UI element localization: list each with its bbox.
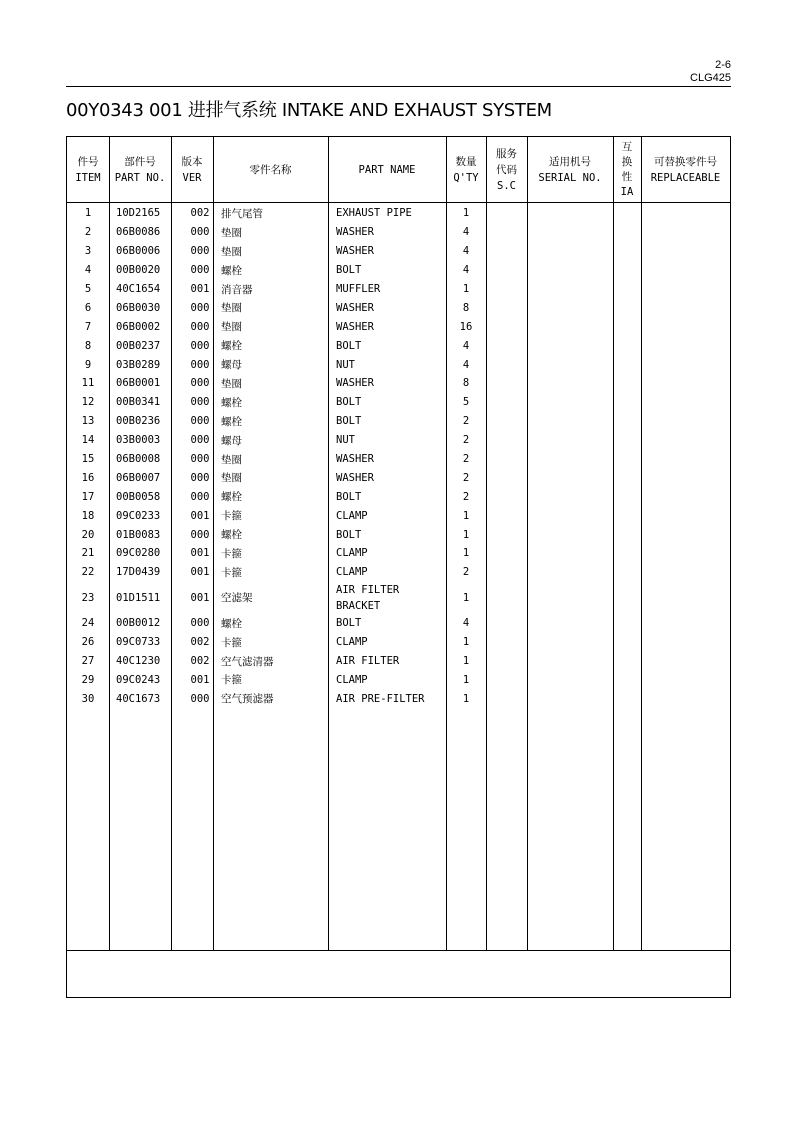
table-row: [67, 614, 730, 633]
cell-qty: 1: [462, 547, 470, 560]
cell-item: 3: [84, 245, 92, 258]
table-row: [67, 525, 730, 544]
cell-part-no: 40C1673: [116, 692, 161, 705]
cell-part-no: 06B0007: [116, 471, 161, 484]
cell-qty: 4: [462, 617, 470, 630]
header-ver: 版本 VER: [181, 155, 203, 184]
cell-part-no: 00B0236: [116, 415, 161, 428]
cell-cn-name: 空滤架: [221, 592, 253, 605]
cell-qty: 4: [462, 339, 470, 352]
cell-cn-name: 螺栓: [221, 340, 242, 353]
cell-ver: 001: [190, 673, 210, 686]
cell-ver: 001: [190, 283, 210, 295]
cell-cn-name: 垫圈: [221, 226, 242, 239]
cell-part-no: 06B0006: [116, 245, 161, 258]
cell-qty: 1: [462, 673, 470, 686]
table-row: [67, 412, 730, 431]
cell-cn-name: 垫圈: [221, 302, 242, 315]
header-ia: 互 换 性 IA: [620, 140, 634, 198]
cell-cn-name: 螺栓: [221, 491, 242, 504]
cell-part-no: 17D0439: [116, 566, 161, 579]
table-row: [67, 563, 730, 582]
cell-part-name: WASHER: [336, 453, 374, 466]
header-qty: 数量 Q'TY: [453, 155, 479, 184]
cell-part-name: EXHAUST PIPE: [336, 207, 412, 220]
cell-qty: 4: [462, 226, 470, 239]
cell-item: 21: [81, 547, 95, 560]
cell-part-name: NUT: [336, 434, 355, 447]
cell-part-no: 00B0058: [116, 490, 161, 503]
cell-qty: 4: [462, 358, 470, 371]
cell-item: 27: [81, 655, 95, 668]
table-row: [67, 468, 730, 487]
page-number: 2-6: [715, 59, 731, 71]
cell-part-name: WASHER: [336, 320, 374, 333]
cell-item: 8: [84, 339, 92, 352]
cell-cn-name: 垫圈: [221, 377, 242, 390]
cell-cn-name: 空气滤清器: [221, 655, 274, 668]
cell-part-no: 00B0237: [116, 339, 161, 352]
cell-cn-name: 螺栓: [221, 264, 242, 277]
cell-item: 2: [84, 226, 92, 239]
cell-part-no: 09C0280: [116, 547, 161, 560]
cell-ver: 000: [190, 415, 210, 428]
table-row: [67, 450, 730, 469]
cell-qty: 1: [462, 528, 470, 541]
cell-cn-name: 卡箍: [221, 674, 242, 687]
cell-cn-name: 垫圈: [221, 321, 242, 334]
cell-part-name: BOLT: [336, 264, 362, 277]
cell-part-name: CLAMP: [336, 566, 368, 579]
cell-cn-name: 螺母: [221, 359, 242, 372]
header-cn-name: 零件名称: [249, 163, 292, 176]
cell-cn-name: 卡箍: [221, 636, 242, 649]
cell-part-name: CLAMP: [336, 673, 368, 686]
table-body: [67, 204, 730, 708]
cell-item: 13: [81, 415, 95, 428]
cell-ver: 000: [190, 245, 210, 258]
model-code: CLG425: [690, 72, 731, 84]
table-row: [67, 355, 730, 374]
cell-item: 7: [84, 320, 92, 333]
cell-item: 15: [81, 453, 95, 466]
cell-qty: 4: [462, 264, 470, 277]
cell-part-name: BOLT: [336, 415, 362, 428]
cell-ver: 000: [190, 528, 210, 541]
cell-ver: 001: [190, 547, 210, 560]
cell-part-no: 09C0733: [116, 636, 161, 649]
footer-divider: [67, 950, 730, 951]
cell-cn-name: 卡箍: [221, 510, 242, 523]
cell-part-name: MUFFLER: [336, 283, 381, 295]
cell-part-name: CLAMP: [336, 509, 368, 522]
table-row: [67, 670, 730, 689]
cell-cn-name: 排气尾管: [221, 207, 263, 220]
cell-item: 11: [81, 377, 95, 390]
table-row: [67, 689, 730, 708]
cell-qty: 1: [462, 283, 470, 295]
table-row: [67, 374, 730, 393]
cell-cn-name: 空气预滤器: [221, 693, 274, 706]
cell-part-no: 06B0030: [116, 301, 161, 314]
cell-qty: 8: [462, 301, 470, 314]
cell-part-name: AIR PRE-FILTER: [336, 692, 425, 705]
cell-item: 26: [81, 636, 95, 649]
cell-part-name: WASHER: [336, 377, 374, 390]
header-divider: [67, 202, 730, 203]
cell-item: 23: [81, 591, 95, 604]
parts-table: [66, 136, 731, 998]
cell-part-no: 00B0012: [116, 617, 161, 630]
table-row: [67, 298, 730, 317]
cell-ver: 000: [190, 301, 210, 314]
cell-ver: 000: [190, 453, 210, 466]
table-row: [67, 242, 730, 261]
cell-part-no: 00B0020: [116, 264, 161, 277]
header-part-no: 部件号 PART NO.: [114, 155, 166, 184]
cell-qty: 1: [462, 655, 470, 668]
cell-part-name: BOLT: [336, 339, 362, 352]
cell-ver: 000: [190, 396, 210, 409]
cell-cn-name: 螺母: [221, 434, 242, 447]
cell-item: 4: [84, 264, 92, 277]
cell-part-no: 01D1511: [116, 591, 161, 604]
cell-item: 30: [81, 692, 95, 705]
cell-item: 24: [81, 617, 95, 630]
table-row: [67, 223, 730, 242]
cell-item: 22: [81, 566, 95, 579]
cell-part-name: WASHER: [336, 226, 374, 239]
cell-part-no: 06B0086: [116, 226, 161, 239]
cell-qty: 2: [462, 434, 470, 447]
cell-part-name: BOLT: [336, 490, 362, 503]
cell-part-name: BOLT: [336, 617, 362, 630]
table-row: [67, 487, 730, 506]
cell-qty: 2: [462, 566, 470, 579]
table-row: [67, 431, 730, 450]
cell-ver: 002: [190, 655, 210, 668]
table-row: [67, 544, 730, 563]
cell-cn-name: 螺栓: [221, 617, 242, 630]
cell-item: 29: [81, 673, 95, 686]
cell-cn-name: 消音器: [221, 283, 253, 296]
cell-qty: 2: [462, 453, 470, 466]
cell-item: 12: [81, 396, 95, 409]
cell-qty: 2: [462, 490, 470, 503]
header-serial: 适用机号 SERIAL NO.: [538, 155, 602, 184]
cell-qty: 1: [462, 509, 470, 522]
cell-part-no: 03B0003: [116, 434, 161, 447]
cell-cn-name: 卡箍: [221, 547, 242, 560]
table-row: [67, 336, 730, 355]
cell-part-name: CLAMP: [336, 547, 368, 560]
cell-part-no: 00B0341: [116, 396, 161, 409]
page-title: 00Y0343 001 进排气系统 INTAKE AND EXHAUST SYSTEM: [66, 100, 552, 121]
cell-part-name: AIR FILTER: [336, 655, 400, 668]
cell-item: 16: [81, 471, 95, 484]
table-row: [67, 261, 730, 280]
cell-qty: 4: [462, 245, 470, 258]
cell-ver: 000: [190, 692, 210, 705]
header-item: 件号 ITEM: [75, 155, 101, 184]
cell-item: 9: [84, 358, 92, 371]
table-row: [67, 506, 730, 525]
cell-ver: 001: [190, 591, 210, 604]
cell-part-name: AIR FILTER BRACKET: [336, 583, 400, 612]
cell-part-no: 09C0233: [116, 509, 161, 522]
cell-ver: 001: [190, 509, 210, 522]
cell-ver: 002: [190, 207, 210, 220]
cell-item: 1: [84, 207, 92, 220]
cell-ver: 000: [190, 434, 210, 447]
cell-item: 20: [81, 528, 95, 541]
cell-ver: 000: [190, 490, 210, 503]
cell-item: 5: [84, 283, 92, 295]
cell-part-no: 06B0008: [116, 453, 161, 466]
cell-part-name: WASHER: [336, 471, 374, 484]
cell-ver: 000: [190, 226, 210, 239]
cell-qty: 1: [462, 591, 470, 604]
cell-part-no: 06B0001: [116, 377, 161, 390]
cell-cn-name: 螺栓: [221, 529, 242, 542]
header-sc: 服务 代码 S.C: [496, 147, 517, 192]
cell-item: 6: [84, 301, 92, 314]
cell-qty: 8: [462, 377, 470, 390]
table-row: [67, 393, 730, 412]
cell-part-name: WASHER: [336, 245, 374, 258]
cell-item: 18: [81, 509, 95, 522]
cell-part-no: 06B0002: [116, 320, 161, 333]
cell-qty: 2: [462, 471, 470, 484]
cell-ver: 000: [190, 358, 210, 371]
cell-ver: 000: [190, 617, 210, 630]
cell-part-no: 03B0289: [116, 358, 161, 371]
cell-qty: 1: [462, 636, 470, 649]
cell-qty: 1: [462, 207, 470, 220]
header-rule: [66, 86, 731, 87]
cell-ver: 000: [190, 320, 210, 333]
cell-ver: 002: [190, 636, 210, 649]
cell-part-no: 10D2165: [116, 207, 161, 220]
cell-part-name: BOLT: [336, 396, 362, 409]
table-row: [67, 633, 730, 652]
cell-qty: 5: [462, 396, 470, 409]
cell-ver: 001: [190, 566, 210, 579]
cell-ver: 000: [190, 264, 210, 277]
cell-part-name: CLAMP: [336, 636, 368, 649]
cell-cn-name: 螺栓: [221, 396, 242, 409]
cell-part-name: WASHER: [336, 301, 374, 314]
table-row: [67, 582, 730, 614]
table-row: [67, 652, 730, 671]
cell-cn-name: 垫圈: [221, 245, 242, 258]
cell-ver: 000: [190, 377, 210, 390]
cell-cn-name: 垫圈: [221, 472, 242, 485]
cell-cn-name: 垫圈: [221, 453, 242, 466]
cell-cn-name: 螺栓: [221, 415, 242, 428]
cell-qty: 1: [462, 692, 470, 705]
table-row: [67, 204, 730, 223]
cell-part-no: 40C1230: [116, 655, 161, 668]
cell-qty: 16: [459, 320, 473, 333]
cell-ver: 000: [190, 471, 210, 484]
cell-part-no: 01B0083: [116, 528, 161, 541]
cell-item: 14: [81, 434, 95, 447]
cell-qty: 2: [462, 415, 470, 428]
cell-cn-name: 卡箍: [221, 566, 242, 579]
header-replaceable: 可替换零件号 REPLACEABLE: [650, 155, 721, 184]
cell-part-no: 09C0243: [116, 673, 161, 686]
table-row: [67, 317, 730, 336]
cell-item: 17: [81, 490, 95, 503]
cell-part-name: BOLT: [336, 528, 362, 541]
cell-ver: 000: [190, 339, 210, 352]
table-row: [67, 280, 730, 299]
cell-part-no: 40C1654: [116, 283, 161, 295]
header-part-name: PART NAME: [358, 163, 416, 176]
cell-part-name: NUT: [336, 358, 355, 371]
